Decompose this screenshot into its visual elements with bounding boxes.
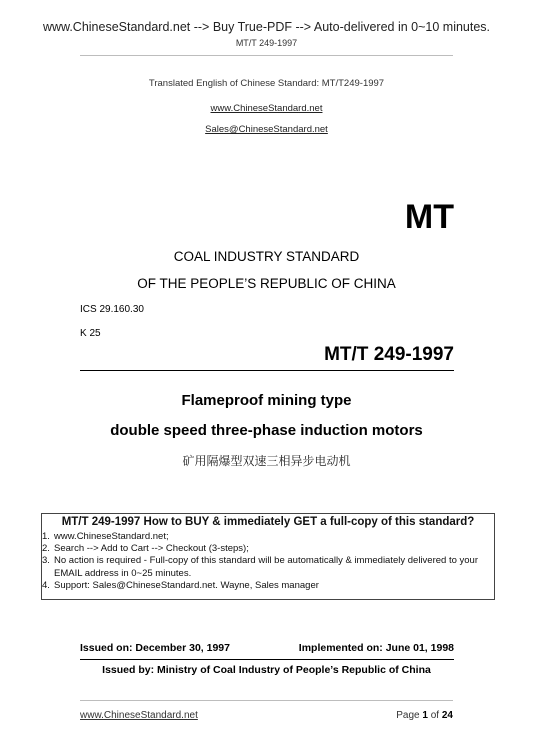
dates-divider — [80, 659, 454, 660]
classification-code: K 25 — [80, 328, 101, 339]
issued-date: Issued on: December 30, 1997 — [80, 642, 230, 654]
title-divider — [80, 370, 454, 371]
implemented-date: Implemented on: June 01, 1998 — [298, 642, 454, 654]
list-item-text: www.ChineseStandard.net; — [54, 531, 169, 542]
website-link-container — [0, 98, 533, 116]
page-indicator — [360, 710, 453, 721]
ics-code: ICS 29.160.30 — [80, 304, 144, 315]
buy-info-box — [41, 513, 495, 600]
list-item-text: Search --> Add to Cart --> Checkout (3-steps); — [54, 543, 249, 555]
title-line-1: Flameproof mining type — [181, 392, 352, 409]
footer-divider — [80, 700, 453, 701]
footer-website-link[interactable]: www.ChineseStandard.net — [80, 710, 198, 721]
translation-note: Translated English of Chinese Standard: MT/T249-1997 — [148, 78, 385, 89]
header-divider — [80, 55, 453, 56]
list-item-number: 1. — [42, 531, 50, 542]
header-banner: www.ChineseStandard.net --> Buy True-PDF --> Auto-delivered in 0~10 minutes. — [42, 20, 491, 34]
list-item-number: 3. — [42, 555, 50, 567]
industry-line-1: COAL INDUSTRY STANDARD — [173, 249, 360, 264]
page-current: 1 — [422, 710, 428, 721]
standard-number: MT/T 249-1997 — [324, 344, 454, 365]
page-of: of — [427, 710, 442, 721]
header-doc-code: MT/T 249-1997 — [235, 38, 298, 48]
list-item-number: 4. — [42, 579, 50, 591]
issuing-authority: Issued by: Ministry of Coal Industry of People’s Republic of China — [102, 664, 431, 676]
list-item — [42, 580, 492, 592]
list-item-text: No action is required - Full-copy of this standard will be automatically & immediately delivered to your EMAIL address in 0~25 minutes. — [54, 555, 478, 579]
website-link[interactable]: www.ChineseStandard.net — [210, 103, 323, 114]
title-line-2: double speed three-phase induction motors — [110, 422, 423, 439]
buy-box-heading: MT/T 249-1997 How to BUY & immediately GET a full-copy of this standard? — [61, 516, 475, 528]
page-prefix: Page — [396, 710, 423, 721]
buy-steps-list — [42, 531, 492, 592]
standard-logo: MT — [404, 198, 454, 236]
title-chinese: 矿用隔爆型双速三相异步电动机 — [182, 454, 351, 468]
page-total: 24 — [441, 710, 453, 721]
email-link-container — [0, 119, 533, 137]
list-item-number: 2. — [42, 543, 50, 555]
list-item — [42, 531, 492, 543]
list-item-text: Support: Sales@ChineseStandard.net. Wayne, Sales manager — [54, 579, 319, 591]
list-item — [42, 543, 492, 555]
industry-line-2: OF THE PEOPLE’S REPUBLIC OF CHINA — [137, 276, 396, 291]
email-link[interactable]: Sales@ChineseStandard.net — [205, 124, 328, 135]
list-item — [42, 555, 492, 579]
